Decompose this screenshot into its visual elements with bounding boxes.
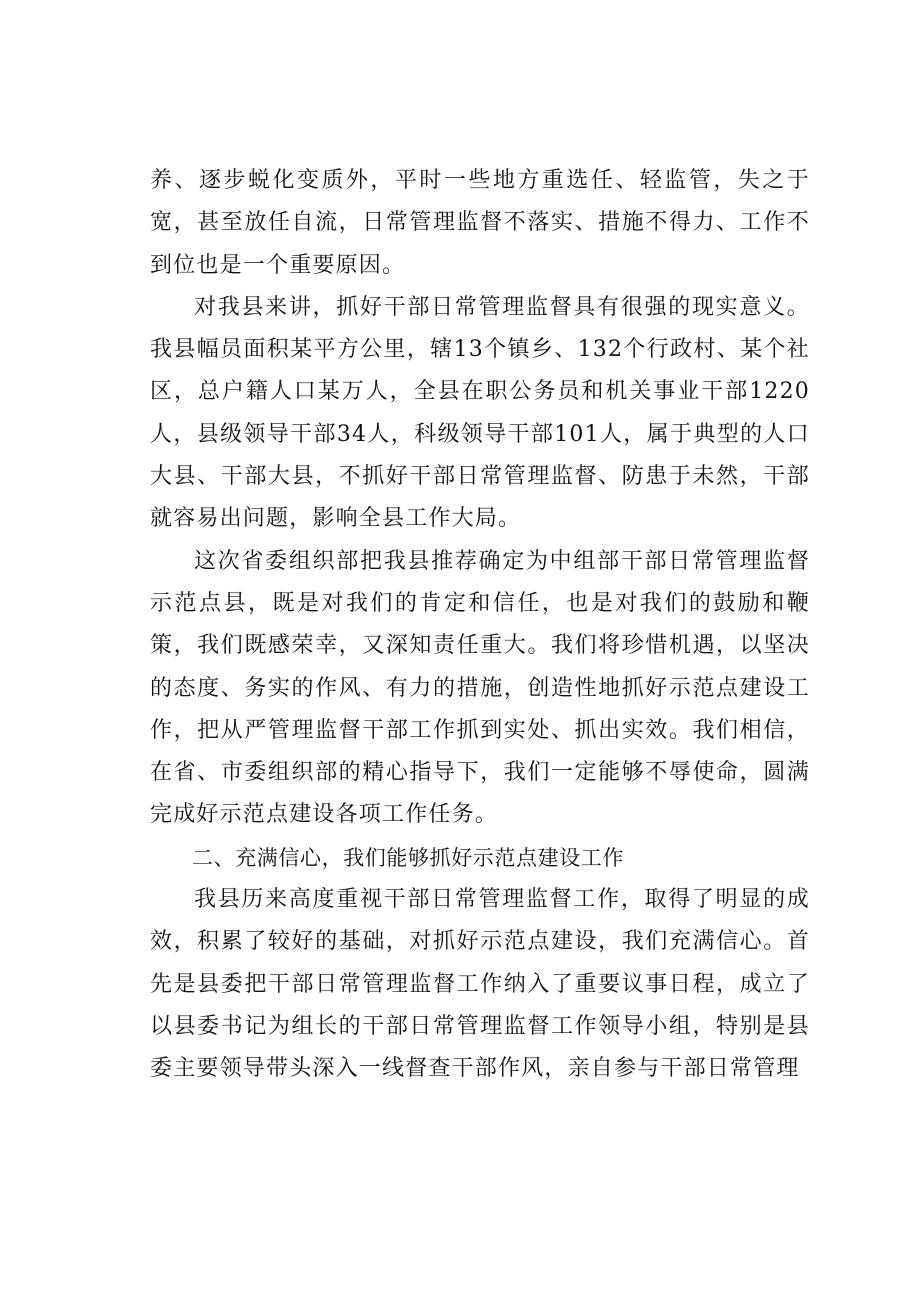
paragraph-continuation: 养、逐步蜕化变质外，平时一些地方重选任、轻监管，失之于宽，甚至放任自流，日常管理监督不落实、措施不得力、工作不到位也是一个重要原因。 [150,168,810,278]
paragraph-confidence: 我县历来高度重视干部日常管理监督工作，取得了明显的成效，积累了较好的基础，对抓好示范点建设，我们充满信心。首先是县委把干部日常管理监督工作纳入了重要议事日程，成立了以县委书记为组长的干部日常管理监督工作领导小组，特别是县委主要领导带头深入一线督查干部作风，亲自参与干部日常管理 [150,887,810,1082]
document-body [150,160,810,1091]
section-heading: 二、充满信心，我们能够抓好示范点建设工作 [192,845,624,870]
paragraph-county-significance: 对我县来讲，抓好干部日常管理监督具有很强的现实意义。我县幅员面积某平方公里，辖13个镇乡、132个行政村、某个社区，总户籍人口某万人，全县在职公务员和机关事业干部1220人，县级领导干部34人，科级领导干部101人，属于典型的人口大县、干部大县，不抓好干部日常管理监督、防患于未然，干部就容易出问题，影响全县工作大局。 [150,294,810,532]
paragraph-demonstration-county: 这次省委组织部把我县推荐确定为中组部干部日常管理监督示范点县，既是对我们的肯定和信任，也是对我们的鼓励和鞭策，我们既感荣幸，又深知责任重大。我们将珍惜机遇，以坚决的态度、务实的作风、有力的措施，创造性地抓好示范点建设工作，把从严管理监督干部工作抓到实处、抓出实效。我们相信，在省、市委组织部的精心指导下，我们一定能够不辱使命，圆满完成好示范点建设各项工作任务。 [150,548,810,828]
